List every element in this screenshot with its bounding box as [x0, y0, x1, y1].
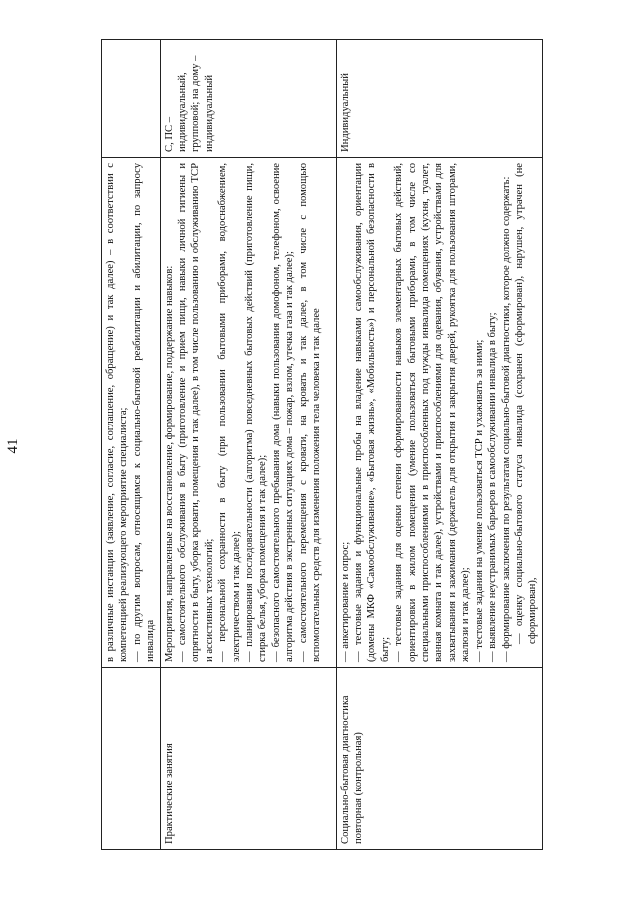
table-row [160, 40, 336, 850]
event-form-cell: Индивидуальный [336, 40, 542, 158]
content-line: — по другим вопросам, относящимся к социально-бытовой реабилитации и абилитации, по запросу инвалида [131, 163, 157, 662]
rotated-content [101, 40, 539, 850]
content-line: — формирование заключения по результатам социально-бытовой диагностики, которое должно содержать: [500, 176, 512, 662]
content-line: — персональной сохранности в быту (при пользовании бытовыми приборами, водоснабжением, электричеством и так далее); [217, 163, 242, 662]
content-line: — самостоятельного обслуживания в быту (приготовление и прием пищи, навыки личной гигиены и опрятности в быту, уборка кровати, помещения и так далее), в том числе пользованию и обслуживанию ТСР и ассистивных технологий; [177, 163, 215, 662]
event-content-cell [102, 158, 161, 668]
event-form-cell [102, 40, 161, 158]
content-line: Мероприятия, направленные на восстановление, формирование, поддержание навыков: [163, 265, 175, 662]
content-line: — тестовые задания и функциональные пробы на владение навыками самообслуживания, ориентации (домены МКФ «Самообслуживание», «Бытовая жизнь», «Мобильность») и персональной безопасности в быту; [353, 163, 391, 662]
content-line: — самостоятельного перемещения с кровати, на кровать и так далее, в том числе с помощью вспомогательных средств для изменения положения тела человека и так далее [297, 163, 323, 662]
table-row [336, 40, 542, 850]
rehabilitation-table [101, 39, 543, 850]
content-line: — тестовые задания на умение пользоваться ТСР и ухаживать за ними; [473, 339, 485, 662]
content-line: — анкетирование и опрос; [339, 541, 351, 662]
event-name-cell [102, 668, 161, 850]
table-row [102, 40, 161, 850]
content-sub-line: — оценку социально-бытового статуса инвалида (сохранен (сформирован), нарушен, утрачен (не сформирован), [513, 163, 539, 644]
event-form-cell: С, ПС – индивидуальный, групповой; на дому – индивидуальный [160, 40, 336, 158]
event-name-cell: Социально-бытовая диагностика повторная (контрольная) [336, 668, 542, 850]
page-number: 41 [5, 438, 21, 454]
event-name-cell: Практические занятия [160, 668, 336, 850]
event-content-cell [336, 158, 542, 668]
content-line: — планирования последовательности (алгоритма) повседневных бытовых действий (приготовление пищи, стирка белья, уборка помещения и так далее); [244, 163, 269, 662]
content-line: — тестовые задания для оценки степени сформированности навыков элементарных бытовых действий, ориентировки в жилом помещении (умение пользоваться бытовыми приборами, в том числе со специальными приспособлениями и в приспособленных под нужды инвалида помещениях (кухня, туалет, ванная комната и так далее), устройствами и приспособлениями для одевания, обувания, устройствами для захватывания и зажимания (держатель для открытия и закрытия дверей, рукоятка для пользования шторами, жалюзи и так далее); [393, 163, 472, 662]
content-line: — выявление неустранимых барьеров в самообслуживании инвалида в быту; [487, 312, 499, 662]
content-line: в различные инстанции (заявление, согласие, соглашение, обращение) и так далее) – в соответствии с компетенцией реализующего мероприятие специалиста; [105, 163, 130, 662]
content-line: — безопасного самостоятельного пребывания дома (навыки пользования домофоном, телефоном, освоение алгоритма действия в экстренных ситуациях дома – пожар, взлом, утечка газа и так далее); [270, 163, 296, 662]
event-content-cell [160, 158, 336, 668]
